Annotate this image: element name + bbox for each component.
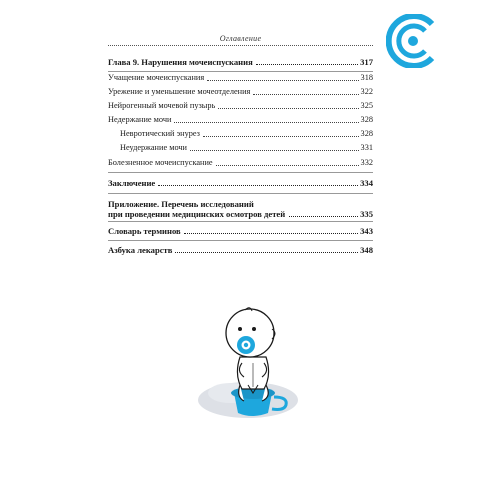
dot-leader <box>203 136 359 137</box>
section-divider <box>108 221 373 222</box>
section-divider <box>108 71 373 72</box>
toc-subentry-row[interactable] <box>120 143 373 153</box>
toc-entry-title-line1: Приложение. Перечень исследований <box>108 199 254 209</box>
toc-entry-title: Глава 9. Нарушения мочеиспускания <box>108 57 253 67</box>
toc-entry-row[interactable] <box>108 158 373 168</box>
toc-page-number: 332 <box>360 158 373 167</box>
dot-leader <box>216 165 359 166</box>
toc-page-number: 318 <box>360 73 373 82</box>
toc-glossary-row[interactable] <box>108 226 373 236</box>
dot-leader <box>218 108 358 109</box>
toc-entry-title: Нейрогенный мочевой пузырь <box>108 101 216 110</box>
toc-entry-title: Словарь терминов <box>108 226 181 236</box>
toc-drugs-row[interactable] <box>108 245 373 255</box>
section-divider <box>108 193 373 194</box>
toc-page-number: 322 <box>360 87 373 96</box>
toc-entry-title: Недержание мочи <box>108 115 172 124</box>
baby-on-potty-illustration <box>190 305 320 425</box>
concentric-c-logo-icon <box>386 14 440 68</box>
dot-leader <box>158 185 358 186</box>
toc-page-number: 335 <box>360 209 373 219</box>
section-divider <box>108 172 373 173</box>
dot-leader <box>289 216 358 217</box>
toc-entry-title: Учащение мочеиспускания <box>108 73 205 82</box>
toc-page-number: 317 <box>360 57 373 67</box>
toc-entry-title: Невротический энурез <box>120 129 200 138</box>
toc-page-number: 343 <box>360 226 373 236</box>
toc-entry-title: Заключение <box>108 178 156 188</box>
toc-entry-row[interactable] <box>108 101 373 111</box>
dot-leader <box>184 233 358 234</box>
toc-appendix-row[interactable] <box>108 199 373 219</box>
toc-conclusion-row[interactable] <box>108 178 373 188</box>
toc-entry-title: Болезненное мочеиспускание <box>108 158 213 167</box>
toc-page-number: 328 <box>360 115 373 124</box>
toc-entry-title-line2: при проведении медицинских осмотров детей <box>108 209 286 219</box>
dot-leader <box>253 94 358 95</box>
toc-entry-row[interactable] <box>108 115 373 125</box>
toc-entry-title: Урежение и уменьшение мочеотделения <box>108 87 251 96</box>
dot-leader <box>207 80 358 81</box>
dot-leader <box>190 150 359 151</box>
dot-leader <box>256 64 358 65</box>
toc-entry-row[interactable] <box>108 87 373 97</box>
section-divider <box>108 240 373 241</box>
header-dotted-rule <box>108 45 373 46</box>
toc-page-number: 328 <box>360 129 373 138</box>
toc-entry-row[interactable] <box>108 73 373 83</box>
toc-entry-title: Неудержание мочи <box>120 143 187 152</box>
running-head: Оглавление <box>219 34 262 43</box>
toc-page-number: 331 <box>360 143 373 152</box>
toc-subentry-row[interactable] <box>120 129 373 139</box>
dot-leader <box>175 252 358 253</box>
toc-page-number: 348 <box>360 245 373 255</box>
toc-page-number: 325 <box>360 101 373 110</box>
dot-leader <box>174 122 358 123</box>
toc-page-number: 334 <box>360 178 373 188</box>
toc-chapter-row[interactable] <box>108 57 373 67</box>
toc-entry-title: Азбука лекарств <box>108 245 173 255</box>
